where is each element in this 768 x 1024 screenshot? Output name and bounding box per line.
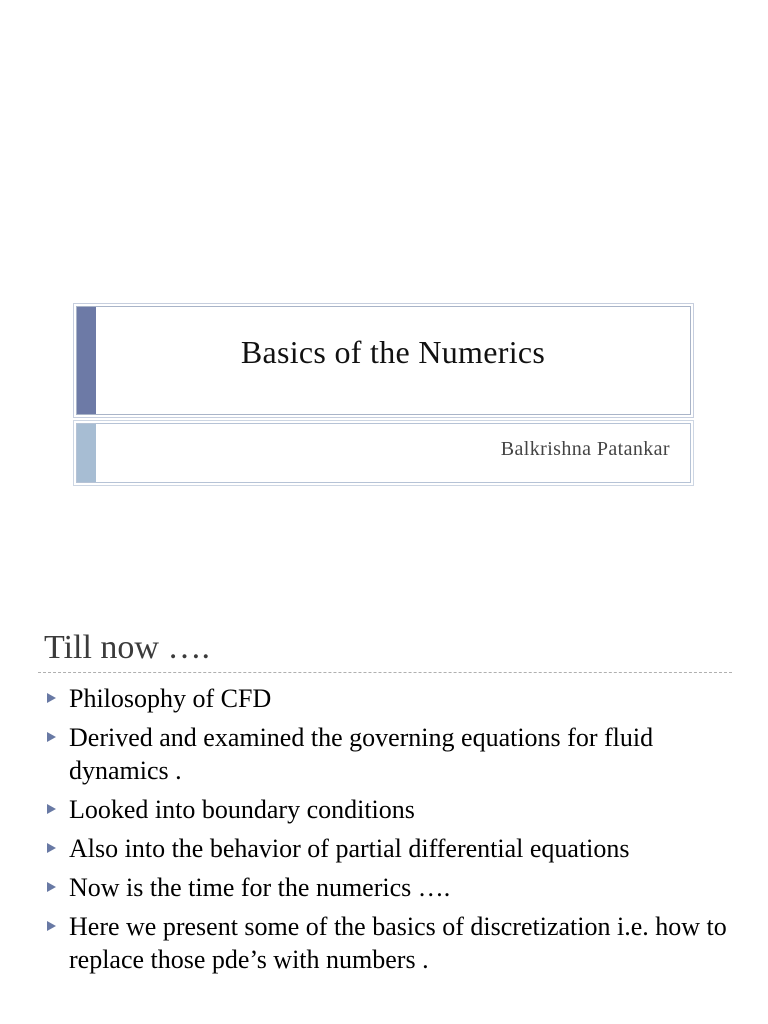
list-item-text: Philosophy of CFD [69,684,272,713]
list-item [44,682,734,715]
section-heading: Till now …. [44,629,210,666]
list-item-text: Derived and examined the governing equations for fluid dynamics . [69,723,654,785]
heading-divider [38,672,732,673]
triangle-bullet-icon [47,882,56,892]
list-item-text: Here we present some of the basics of discretization i.e. how to replace those pde’s with numbers . [69,912,727,974]
bullet-list [44,682,734,982]
triangle-bullet-icon [47,921,56,931]
list-item [44,793,734,826]
triangle-bullet-icon [47,843,56,853]
triangle-bullet-icon [47,732,56,742]
title-accent-bar [77,307,96,414]
list-item [44,832,734,865]
title-box [76,306,691,415]
list-item-text: Now is the time for the numerics …. [69,873,451,902]
list-item [44,871,734,904]
list-item-text: Looked into boundary conditions [69,795,415,824]
list-item [44,910,734,976]
slide-author: Balkrishna Patankar [500,438,670,460]
slide-title: Basics of the Numerics [240,334,546,370]
subtitle-box [76,423,691,483]
subtitle-accent-bar [77,424,96,482]
triangle-bullet-icon [47,804,56,814]
list-item [44,721,734,787]
list-item-text: Also into the behavior of partial differential equations [69,834,630,863]
triangle-bullet-icon [47,693,56,703]
